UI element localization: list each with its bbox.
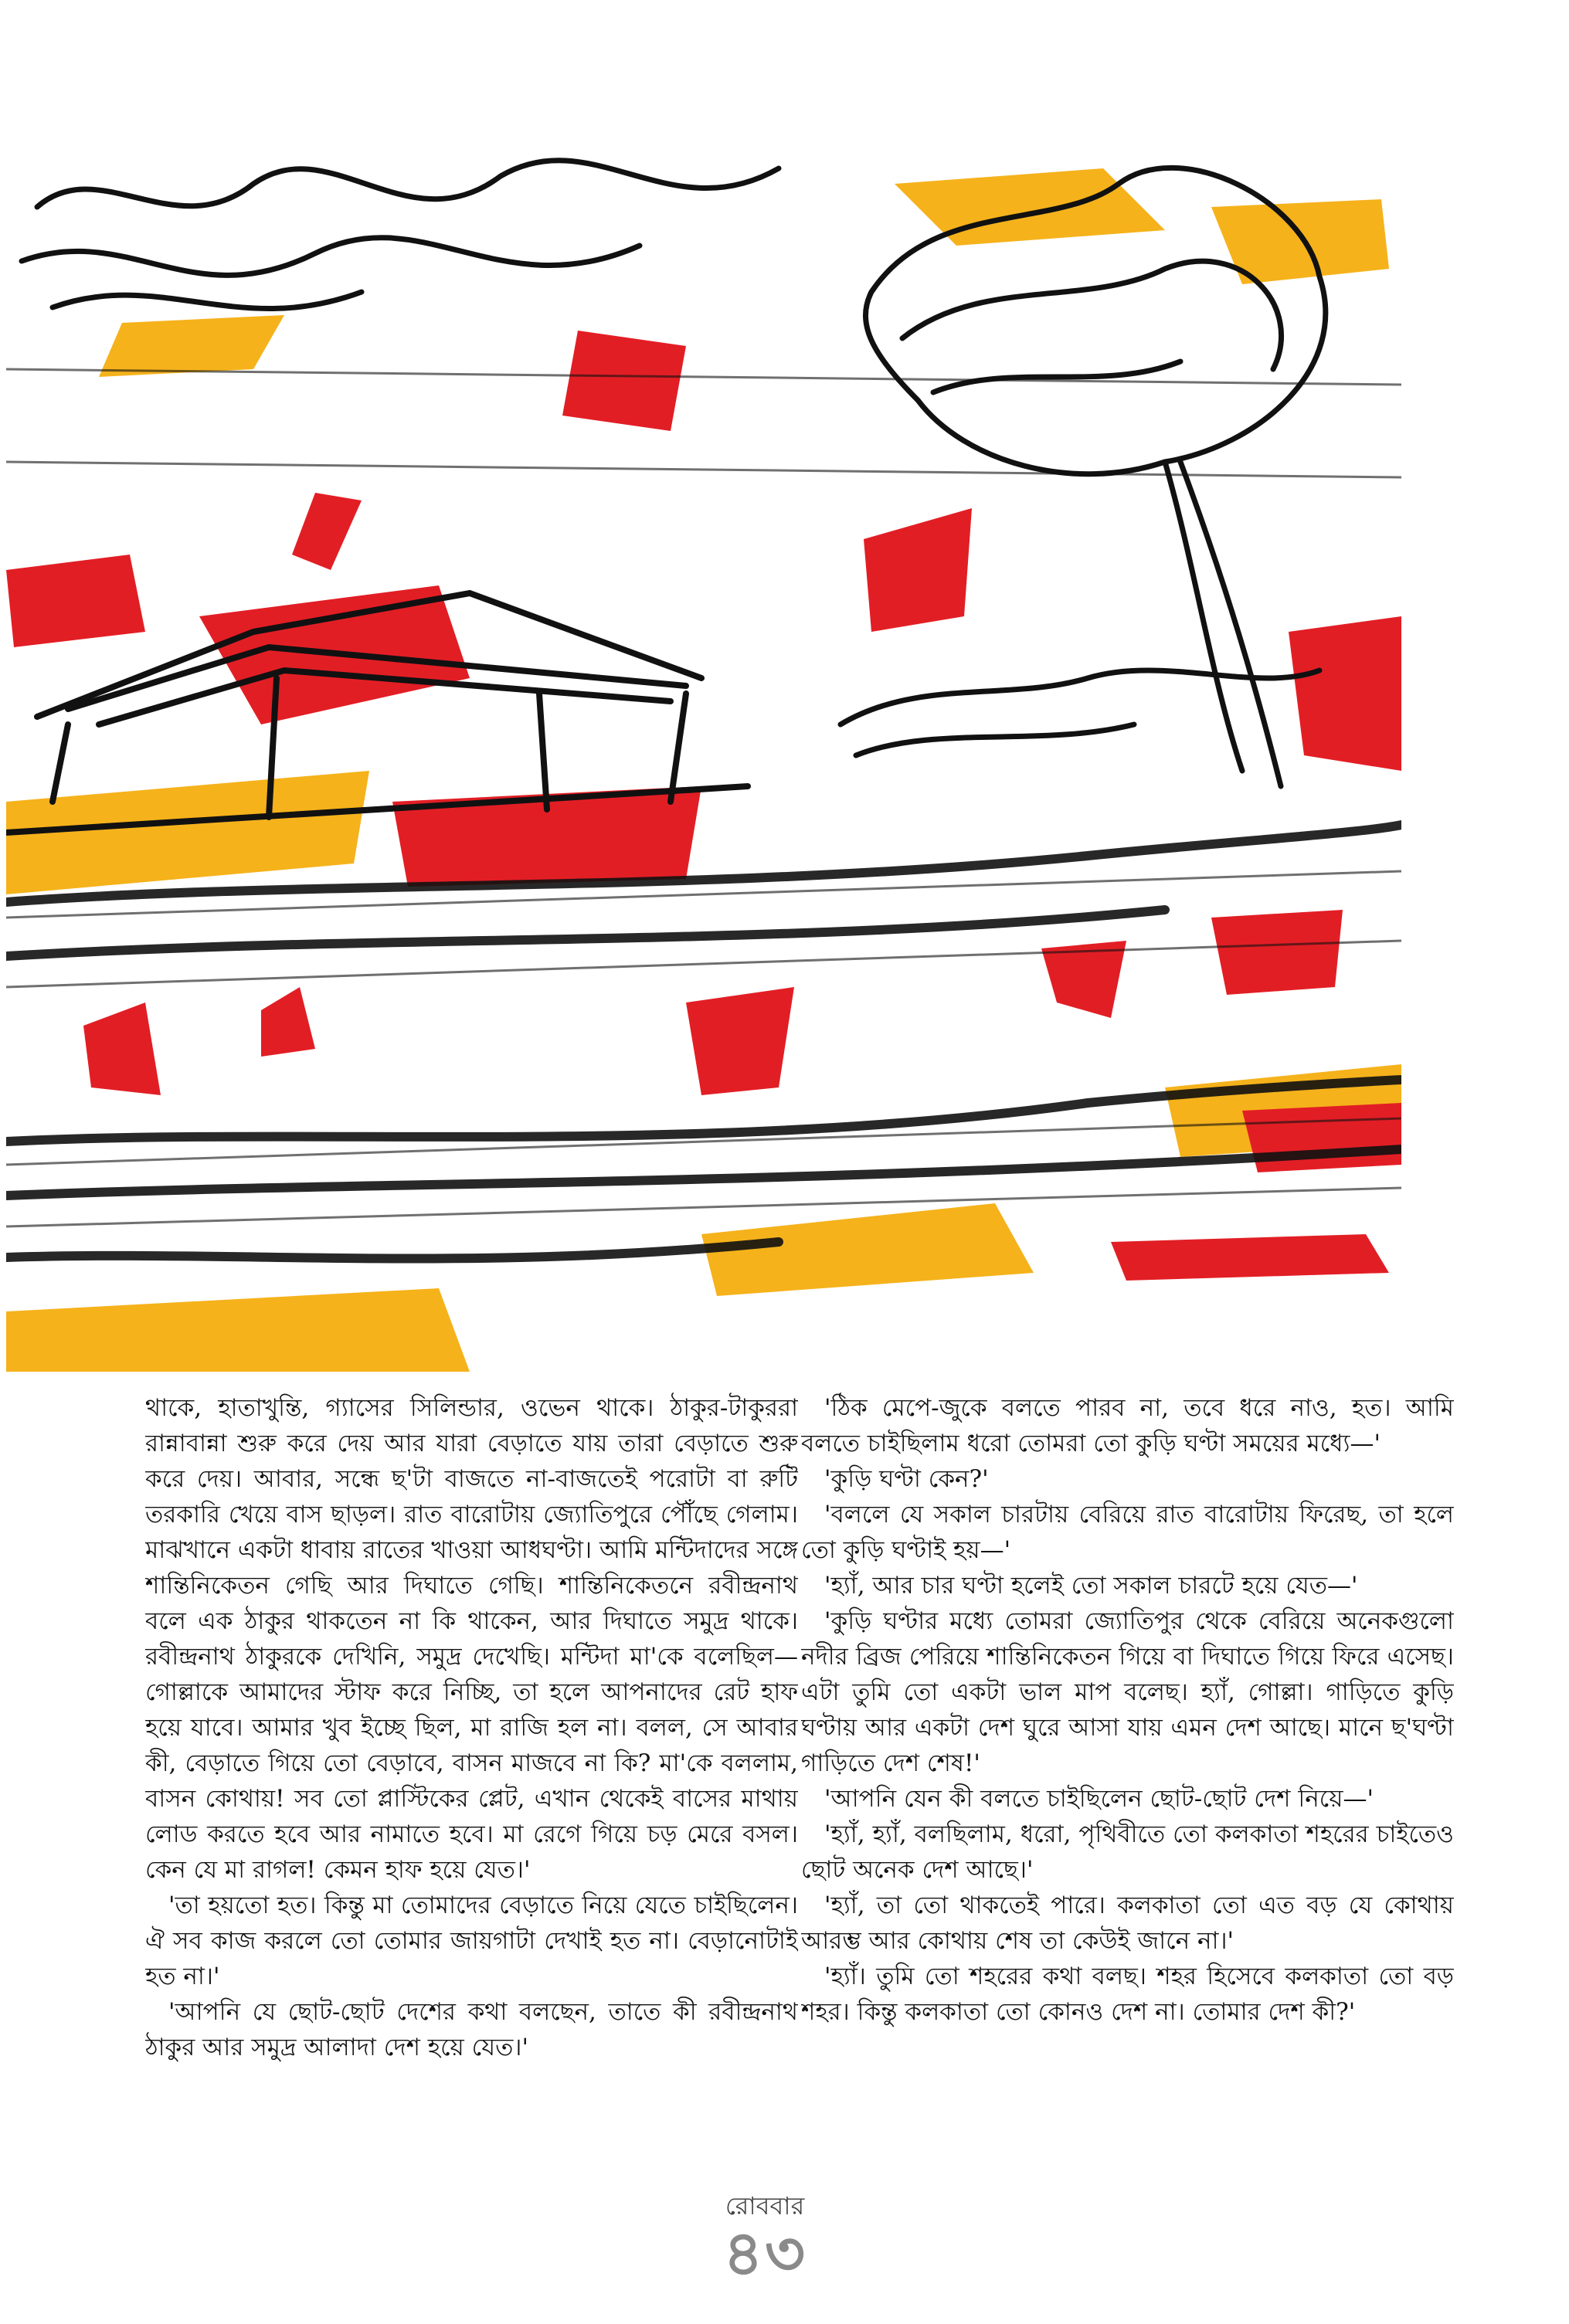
paragraph: 'তা হয়তো হত। কিন্তু মা তোমাদের বেড়াতে নিয়ে যেতে চাইছিলেন। ঐ সব কাজ করলে তো তোমার জায়গাটা দেখাই হত না। বেড়ানোটাই হত না।' <box>145 1891 798 1990</box>
paragraph: 'হ্যাঁ, তা তো থাকতেই পারে। কলকাতা তো এত বড় যে কোথায় আরম্ভ আর কোথায় শেষ তা কেউই জানে না।' <box>801 1891 1454 1955</box>
paragraph: 'আপনি যেন কী বলতে চাইছিলেন ছোট-ছোট দেশ নিয়ে—' <box>824 1785 1374 1813</box>
page-number: ৪৩ <box>723 2217 807 2289</box>
paragraph: 'হ্যাঁ, আর চার ঘণ্টা হলেই তো সকাল চারটে হয়ে যেত—' <box>824 1572 1358 1600</box>
text-column-left <box>145 1390 798 2170</box>
paragraph: 'কুড়ি ঘণ্টা কেন?' <box>824 1465 989 1493</box>
magazine-name: রোববার <box>725 2191 805 2221</box>
paragraph: 'হ্যাঁ। তুমি তো শহরের কথা বলছ। শহর হিসেবে কলকাতা তো বড় শহর। কিন্তু কলকাতা তো কোনও দেশ না। তোমার দেশ কী?' <box>801 1963 1454 2026</box>
page-footer <box>695 2190 834 2289</box>
paragraph: 'কুড়ি ঘণ্টার মধ্যে তোমরা জ্যোতিপুর থেকে বেরিয়ে অনেকগুলো নদীর ব্রিজ পেরিয়ে শান্তিনিকেতন গিয়ে বা দিঘাতে গিয়ে ফিরে এসেছ। এটা তুমি তো একটা ভাল মাপ বলেছ। হ্যাঁ, গোল্লা। গাড়িতে কুড়ি ঘণ্টায় আর একটা দেশ ঘুরে আসা যায় এমন দেশ আছে। মানে ছ'ঘণ্টা গাড়িতে দেশ শেষ!' <box>801 1607 1454 1777</box>
paragraph: 'বললে যে সকাল চারটায় বেরিয়ে রাত বারোটায় ফিরেছ, তা হলে তো কুড়ি ঘণ্টাই হয়—' <box>801 1501 1454 1564</box>
text-column-right <box>801 1390 1454 2170</box>
paragraph: 'হ্যাঁ, হ্যাঁ, বলছিলাম, ধরো, পৃথিবীতে তো কলকাতা শহরের চাইতেও ছোট অনেক দেশ আছে।' <box>801 1820 1454 1884</box>
illustration <box>6 137 1401 1372</box>
paragraph: 'ঠিক মেপে-জুকে বলতে পারব না, তবে ধরে নাও, হত। আমি বলতে চাইছিলাম ধরো তোমরা তো কুড়ি ঘণ্টা সময়ের মধ্যে—' <box>801 1394 1454 1457</box>
paragraph: 'আপনি যে ছোট-ছোট দেশের কথা বলছেন, তাতে কী রবীন্দ্রনাথ ঠাকুর আর সমুদ্র আলাদা দেশ হয়ে যেত।' <box>145 1998 798 2061</box>
paragraph: থাকে, হাতাখুন্তি, গ্যাসের সিলিন্ডার, ওভেন থাকে। ঠাকুর-টাকুররা রান্নাবান্না শুরু করে দেয় আর যারা বেড়াতে যায় তারা বেড়াতে শুরু করে দেয়। আবার, সন্ধে ছ'টা বাজতে না-বাজতেই পরোটা বা রুটি তরকারি খেয়ে বাস ছাড়ল। রাত বারোটায় জ্যোতিপুরে পৌঁছে গেলাম। মাঝখানে একটা ধাবায় রাতের খাওয়া আধঘণ্টা। আমি মন্টিদাদের সঙ্গে শান্তিনিকেতন গেছি আর দিঘাতে গেছি। শান্তিনিকেতনে রবীন্দ্রনাথ বলে এক ঠাকুর থাকতেন না কি থাকেন, আর দিঘাতে সমুদ্র থাকে। রবীন্দ্রনাথ ঠাকুরকে দেখিনি, সমুদ্র দেখেছি। মন্টিদা মা'কে বলেছিল—গোল্লাকে আমাদের স্টাফ করে নিচ্ছি, তা হলে আপনাদের রেট হাফ হয়ে যাবে। আমার খুব ইচ্ছে ছিল, মা রাজি হল না। বলল, সে আবার কী, বেড়াতে গিয়ে তো বেড়াবে, বাসন মাজবে না কি? মা'কে বললাম, বাসন কোথায়! সব তো প্লাস্টিকের প্লেট, এখান থেকেই বাসের মাথায় লোড করতে হবে আর নামাতে হবে। মা রেগে গিয়ে চড় মেরে বসল। কেন যে মা রাগল! কেমন হাফ হয়ে যেত।' <box>145 1394 798 1884</box>
abstract-landscape-illustration <box>6 137 1401 1372</box>
